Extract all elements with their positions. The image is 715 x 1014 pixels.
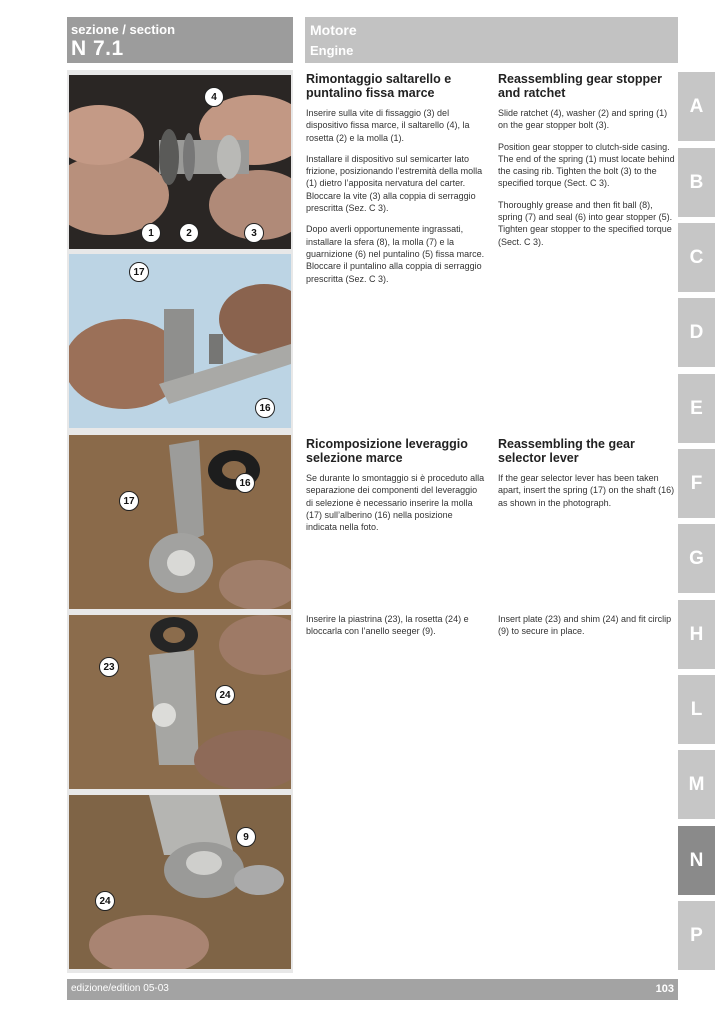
photo-column [67,70,293,973]
section-1-italian-title: Rimontaggio saltarello e puntalino fissa marce [306,72,452,100]
paragraph: Thoroughly grease and then fit ball (8), spring (7) and seal (6) into gear stopper (5). Tighten gear stopper to the specified torque (Sect. C 3). [498,199,673,247]
section-3-english [498,613,676,647]
paragraph: Se durante lo smontaggio si è proceduto alla separazione dei componenti del leveraggio di selezione è necessario inserire la molla (17) sull’alberino (16) nella posizione indicata nella foto. [306,473,485,533]
section-2-english [498,437,676,518]
paragraph: Installare il dispositivo sul semicarter lato frizione, posizionando l’estremità della molla (1) dietro l’apposita nervatura del carter. Bloccare la vite (3) alla coppia di serraggio prescritta (Sez. C 3). [306,153,483,214]
page-footer [67,979,678,1000]
tab-f[interactable]: F [678,449,715,518]
photo-plate-shim [69,615,291,789]
callout-24: 24 [215,685,235,705]
edition-label: edizione/edition 05-03 [71,983,169,994]
paragraph: Insert plate (23) and shim (24) and fit circlip (9) to secure in place. [498,614,672,637]
photo-circlip [69,795,291,969]
section-3-italian [306,613,486,647]
tab-a[interactable]: A [678,72,715,141]
tab-l[interactable]: L [678,675,715,744]
topic-english: Engine [310,43,354,58]
tab-g[interactable]: G [678,524,715,593]
section-1-english [498,72,676,257]
section-2-english-title: Reassembling the gear selector lever [498,437,635,465]
tab-c[interactable]: C [678,223,715,292]
callout-17: 17 [119,491,139,511]
photo-gear-stopper-parts [69,75,291,249]
paragraph: If the gear selector lever has been taken apart, insert the spring (17) on the shaft (16) as shown in the photograph. [498,473,675,508]
page-number: 103 [655,983,674,995]
tab-b[interactable]: B [678,148,715,217]
photo-selector-lever-spring [69,435,291,609]
section-number: N 7.1 [71,37,124,60]
callout-3: 3 [244,223,264,243]
paragraph: Position gear stopper to clutch-side casing. The end of the spring (1) must locate behind the casing rib. Tighten the bolt (3) to the specified torque (Sect. C 3). [498,141,675,189]
tab-d[interactable]: D [678,298,715,367]
tab-e[interactable]: E [678,374,715,443]
tab-p[interactable]: P [678,901,715,970]
callout-9: 9 [236,827,256,847]
tab-n[interactable]: N [678,826,715,895]
callout-4: 4 [204,87,224,107]
section-2-italian-title: Ricomposizione leveraggio selezione marce [306,437,468,465]
paragraph: Inserire la piastrina (23), la rosetta (24) e bloccarla con l’anello seeger (9). [306,614,469,637]
callout-16: 16 [255,398,275,418]
paragraph: Slide ratchet (4), washer (2) and spring (1) on the gear stopper bolt (3). [498,108,668,131]
callout-17: 17 [129,262,149,282]
tab-h[interactable]: H [678,600,715,669]
section-2-italian [306,437,486,542]
section-label: sezione / section [71,22,176,37]
paragraph: Dopo averli opportunemente ingrassati, installare la sfera (8), la molla (7) e la guarnizione (6) nel puntalino (5) fissa marce. Bloccare il puntalino alla coppia di serraggio prescritta (Sez. C 3). [306,224,485,284]
topic-header [305,17,678,63]
callout-23: 23 [99,657,119,677]
photo-gear-stopper-assembly [69,254,291,428]
callout-1: 1 [141,223,161,243]
section-header [67,17,293,63]
callout-16: 16 [235,473,255,493]
topic-italian: Motore [310,22,357,38]
section-1-italian [306,72,486,294]
paragraph: Inserire sulla vite di fissaggio (3) del dispositivo fissa marce, il saltarello (4), la rosetta (2) e la molla (1). [306,108,470,143]
tab-m[interactable]: M [678,750,715,819]
callout-24: 24 [95,891,115,911]
section-1-english-title: Reassembling gear stopper and ratchet [498,72,662,100]
callout-2: 2 [179,223,199,243]
